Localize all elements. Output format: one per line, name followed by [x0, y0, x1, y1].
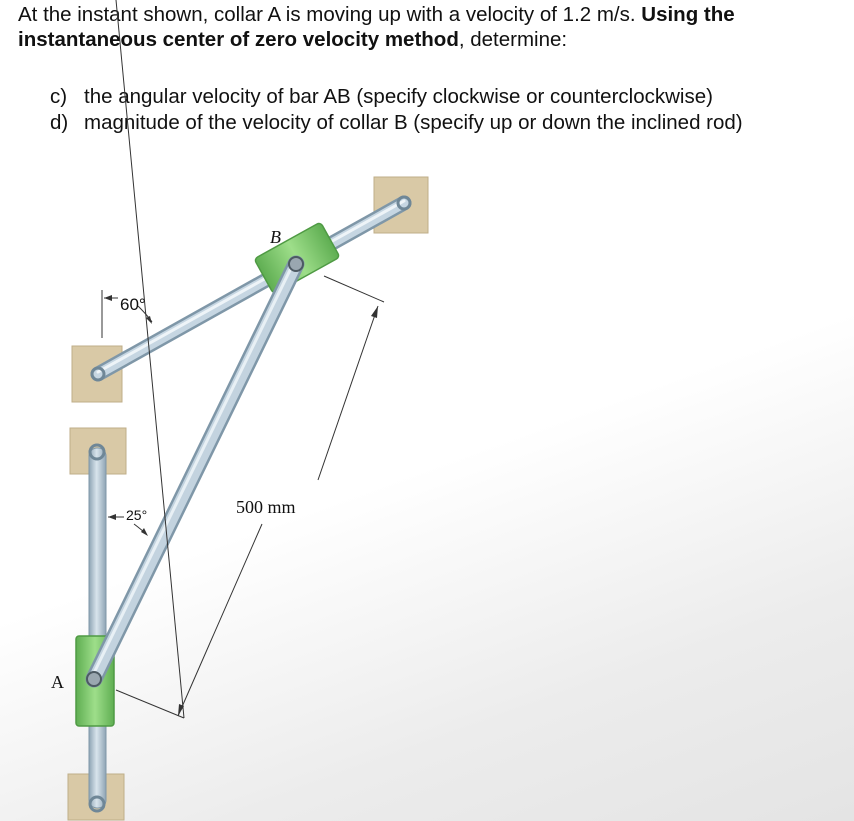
question-text: magnitude of the velocity of collar B (specify up or down the inclined rod): [84, 111, 743, 134]
label-b: B: [270, 227, 281, 247]
pin-a: [87, 672, 101, 686]
question-label: d): [50, 111, 69, 134]
angle-60-label: 60°: [120, 295, 146, 314]
intro-text: At the instant shown, collar A is moving up with a velocity of 1.2 m/s.: [18, 3, 636, 26]
intro-end: , determine:: [458, 28, 568, 51]
vertical-rod: [89, 445, 106, 811]
label-a: A: [51, 672, 64, 692]
pin-b: [289, 257, 303, 271]
question-label: c): [50, 85, 68, 108]
method-emphasis: Using the instantaneous center of zero velocity method: [18, 3, 735, 51]
dimension-label: 500 mm: [236, 497, 296, 517]
question-text: the angular velocity of bar AB (specify clockwise or counterclockwise): [84, 85, 713, 108]
angle-25-label: 25°: [126, 507, 148, 523]
